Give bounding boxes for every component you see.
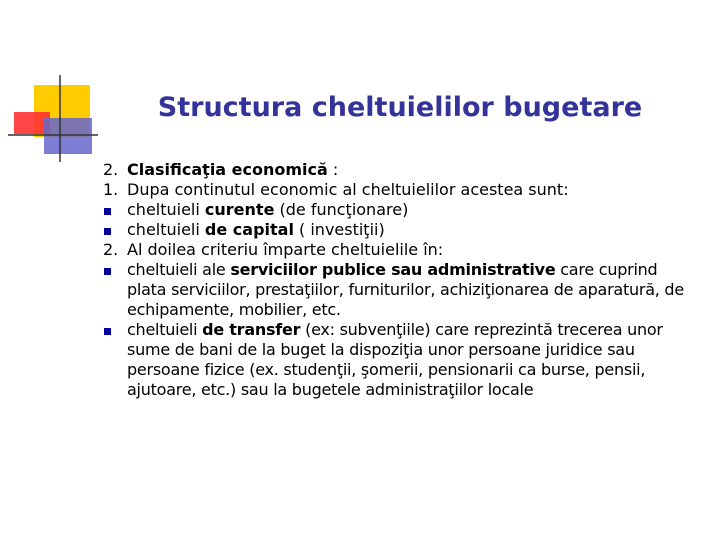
- bullet-icon: [104, 268, 111, 275]
- heading-bold: Clasificaţia economică: [127, 160, 328, 179]
- decorative-logo: [0, 0, 100, 170]
- bullet-icon: [104, 228, 111, 235]
- criterion-2-number: 2.: [103, 240, 119, 259]
- item-1-pre: cheltuieli: [127, 200, 205, 219]
- item-3-post: care cuprind plata serviciilor, prestaţiilor, furniturilor, achiziţionarea de aparatură, de echipamente, mobilier, etc.: [127, 260, 684, 319]
- bullet-icon: [104, 208, 111, 215]
- item-1-bold: curente: [204, 200, 275, 219]
- heading-rest: :: [327, 160, 339, 179]
- item-2-post: ( investiţii): [293, 220, 385, 239]
- bullet-icon: [104, 328, 111, 335]
- item-3-bold: serviciilor publice sau administrative: [230, 260, 556, 279]
- criterion-1-number: 1.: [103, 180, 119, 199]
- item-1-post: (de funcţionare): [274, 200, 409, 219]
- heading-number: 2.: [103, 160, 119, 179]
- item-4-post: (ex: subvenţiile) care reprezintă trecerea unor sume de bani de la buget la dispoziţia unor persoane juridice sau persoane fizice (ex. studenţii, şomerii, pensionarii ca burse, pensii, ajutoare, etc.) sau la bugetele administraţiilor locale: [127, 320, 663, 399]
- item-2-bold: de capital: [204, 220, 294, 239]
- item-3-pre: cheltuieli ale: [127, 260, 231, 279]
- item-2-pre: cheltuieli: [127, 220, 205, 239]
- criterion-1-text: Dupa continutul economic al cheltuielilor acestea sunt:: [127, 180, 569, 199]
- list-item: [103, 320, 698, 400]
- criterion-2: [103, 240, 698, 260]
- item-4-bold: de transfer: [202, 320, 301, 339]
- criterion-2-text: Al doilea criteriu împarte cheltuielile în:: [127, 240, 444, 259]
- criterion-1: [103, 180, 698, 200]
- page-title: Structura cheltuielilor bugetare: [157, 92, 643, 123]
- item-4-pre: cheltuieli: [127, 320, 203, 339]
- list-item: [103, 220, 698, 240]
- list-item: [103, 200, 698, 220]
- heading-line: [103, 160, 698, 180]
- list-item: [103, 260, 698, 320]
- content-body: [103, 160, 698, 400]
